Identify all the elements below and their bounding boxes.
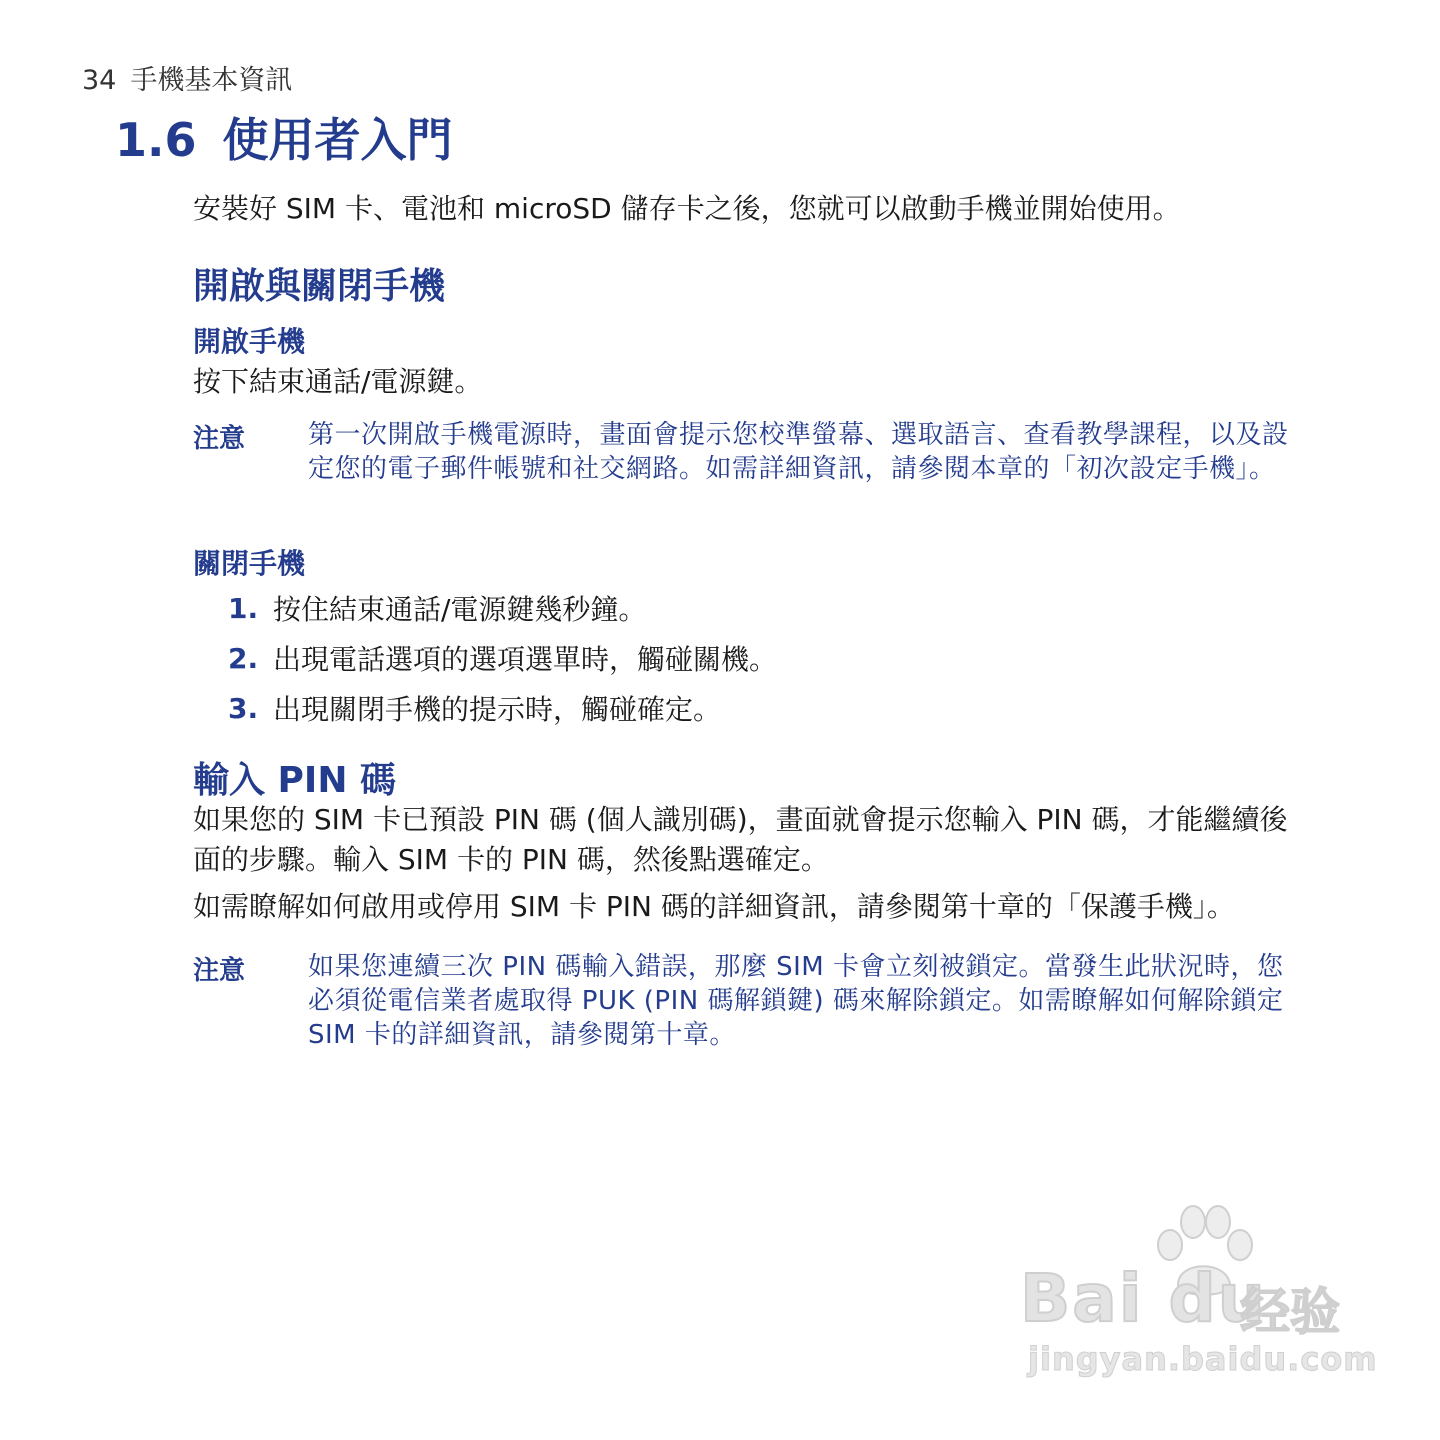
note-text: 如果您連續三次 PIN 碼輸入錯誤，那麼 SIM 卡會立刻被鎖定。當發生此狀況時，您必須從電信業者處取得 PUK (PIN 碼解鎖鍵) 碼來解除鎖定。如需瞭解如何解除鎖定 SIM 卡的詳細資訊，請參閱第十章。 <box>308 952 1284 1050</box>
note-label: 注意 <box>193 956 246 986</box>
list-item <box>228 683 777 733</box>
pin-note <box>193 950 1308 1060</box>
pin-paragraph-2: 如需瞭解如何啟用或停用 SIM 卡 PIN 碼的詳細資訊，請參閱第十章的「保護手機」。 <box>193 890 1235 923</box>
step-number: 1. <box>228 591 259 625</box>
power-on-heading: 開啟手機 <box>193 325 306 358</box>
page-number: 34 <box>82 65 117 96</box>
power-off-steps <box>228 583 777 733</box>
section-title: 使用者入門 <box>222 113 453 167</box>
step-text: 出現電話選項的選項選單時，觸碰關機。 <box>273 643 778 676</box>
step-text: 按住結束通話/電源鍵幾秒鐘。 <box>273 593 647 626</box>
baidu-watermark <box>1020 1200 1378 1390</box>
note-text: 第一次開啟手機電源時，畫面會提示您校準螢幕、選取語言、查看教學課程，以及設定您的電子郵件帳號和社交網路。如需詳細資訊，請參閱本章的「初次設定手機」。 <box>308 420 1289 484</box>
list-item <box>228 583 777 633</box>
section-heading <box>115 104 453 170</box>
chapter-title: 手機基本資訊 <box>130 65 293 96</box>
power-heading: 開啟與關閉手機 <box>193 266 446 307</box>
watermark-cn: 经验 <box>1240 1283 1340 1341</box>
pin-heading: 輸入 PIN 碼 <box>193 760 396 801</box>
section-number: 1.6 <box>115 113 197 167</box>
note-label: 注意 <box>193 424 246 454</box>
watermark-logo: Bai du <box>1020 1260 1267 1337</box>
watermark-url: jingyan.baidu.com <box>1028 1340 1378 1378</box>
running-header <box>82 58 292 97</box>
step-text: 出現關閉手機的提示時，觸碰確定。 <box>273 693 722 726</box>
step-number: 2. <box>228 641 259 675</box>
step-number: 3. <box>228 691 259 725</box>
power-off-heading: 關閉手機 <box>193 547 306 580</box>
list-item <box>228 633 777 683</box>
intro-paragraph: 安裝好 SIM 卡、電池和 microSD 儲存卡之後，您就可以啟動手機並開始使用。 <box>193 192 1181 225</box>
pin-paragraph-1: 如果您的 SIM 卡已預設 PIN 碼 (個人識別碼)，畫面就會提示您輸入 PIN 碼，才能繼續後面的步驟。輸入 SIM 卡的 PIN 碼，然後點選確定。 <box>193 803 1288 876</box>
power-note <box>193 418 1308 528</box>
power-on-text: 按下結束通話/電源鍵。 <box>193 365 483 398</box>
